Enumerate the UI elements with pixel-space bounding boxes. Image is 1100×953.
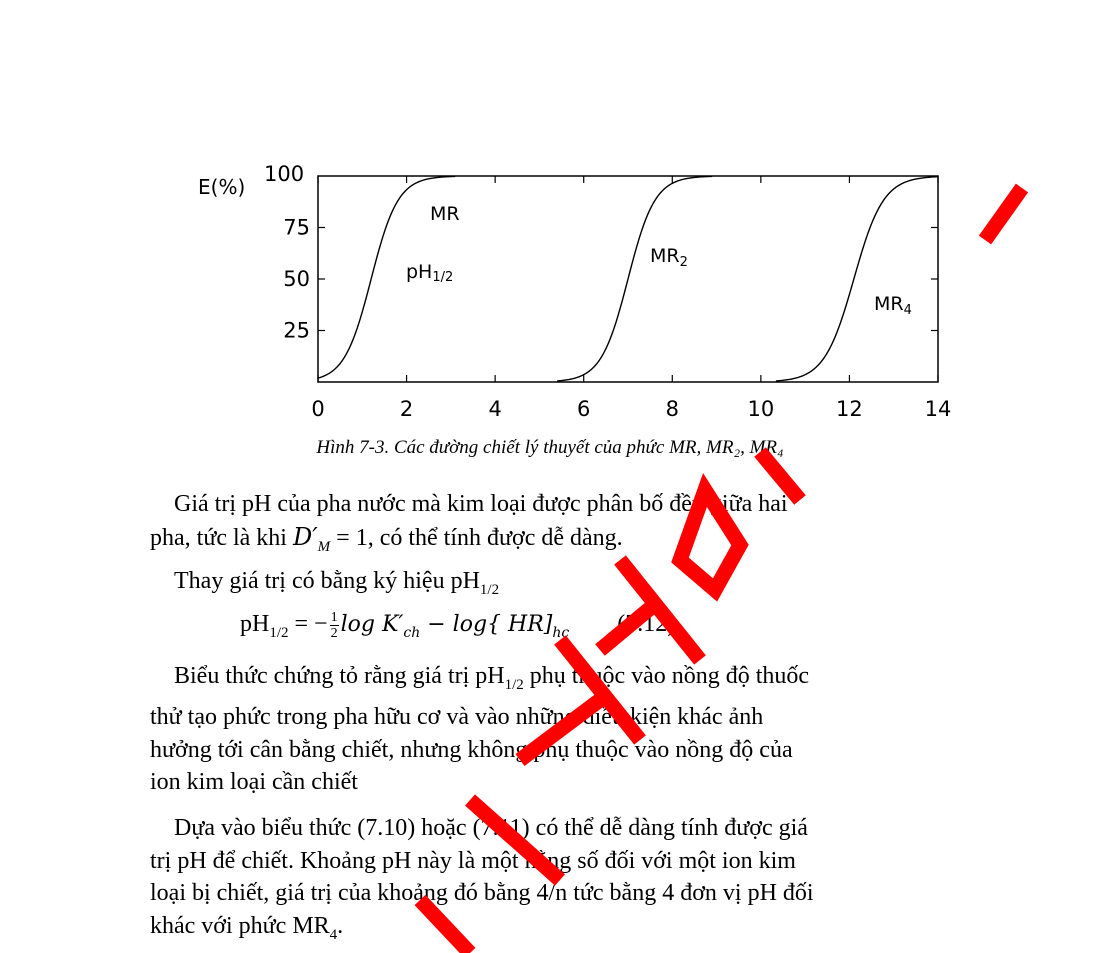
annotation-ph-half: pH1/2 <box>406 261 454 285</box>
x-tick-label: 12 <box>836 397 863 420</box>
x-tick-label: 0 <box>311 397 325 420</box>
text-line: Giá trị pH của pha nước mà kim loại được phân bố đều giữa hai <box>174 491 788 517</box>
text-line: Dựa vào biểu thức (7.10) hoặc (7.11) có thể dễ dàng tính được giá <box>174 815 808 841</box>
watermark-stroke <box>985 188 1022 240</box>
x-tick-label: 4 <box>488 397 502 420</box>
x-tick-label: 10 <box>747 397 775 420</box>
text-line: hưởng tới cân bằng chiết, nhưng không phụ thuộc vào nồng độ của <box>150 736 793 763</box>
y-axis-label: E(%) <box>198 175 246 199</box>
y-top-label: 100 <box>264 162 305 186</box>
watermark-stroke <box>420 900 470 953</box>
text-line: Thay giá trị có bằng ký hiệu $pH_{1/2}$ <box>174 568 500 598</box>
annotation-mr: MR <box>430 203 460 225</box>
watermark-stroke <box>680 490 740 590</box>
text-line: Biểu thức chứng tỏ rằng giá trị $pH_{1/2}$ phụ thuộc vào nồng độ thuốc <box>174 663 810 693</box>
text-line: thử tạo phức trong pha hữu cơ và vào những điều kiện khác ảnh <box>150 704 764 731</box>
watermark-stroke <box>600 600 660 650</box>
annotation-mr2: $MR_2$ <box>650 245 688 270</box>
text-line: ion kim loại cần chiết <box>150 769 358 796</box>
watermark-stroke <box>760 452 800 500</box>
y-tick-label: 50 <box>283 267 310 291</box>
x-tick-label: 14 <box>924 397 952 420</box>
figure-caption: Hình 7-3. Các đường chiết lý thuyết của phức MR, MR₂, MR₄ <box>316 437 784 458</box>
text-line: pha, tức là khi $D'_M = 1$, có thể tính được dễ dàng. <box>150 522 623 555</box>
equation-7-12: $pH_{1/2}$ = − $\frac{1}{2}$ $\log K'_{ch} - \log${ $HR]_{hc}$ (7.12) <box>240 610 676 641</box>
text-line: trị pH để chiết. Khoảng pH này là một hằng số đối với một ion kim <box>150 847 796 874</box>
equation-number: (7.12) <box>617 611 676 638</box>
x-tick-label: 6 <box>577 397 591 420</box>
text-line: loại bị chiết, giá trị của khoảng đó bằng 4/n tức bằng 4 đơn vị pH đối <box>150 880 814 906</box>
x-tick-label: 2 <box>399 397 414 420</box>
x-tick-label: 8 <box>665 397 679 420</box>
watermark-stroke <box>520 700 600 760</box>
annotation-mr4: $MR_4$ <box>874 293 912 318</box>
watermark-stroke <box>470 800 560 880</box>
text-line: khác với phức $MR_4$. <box>150 912 344 943</box>
y-tick-label: 25 <box>283 318 310 343</box>
y-tick-label: 75 <box>283 215 310 240</box>
